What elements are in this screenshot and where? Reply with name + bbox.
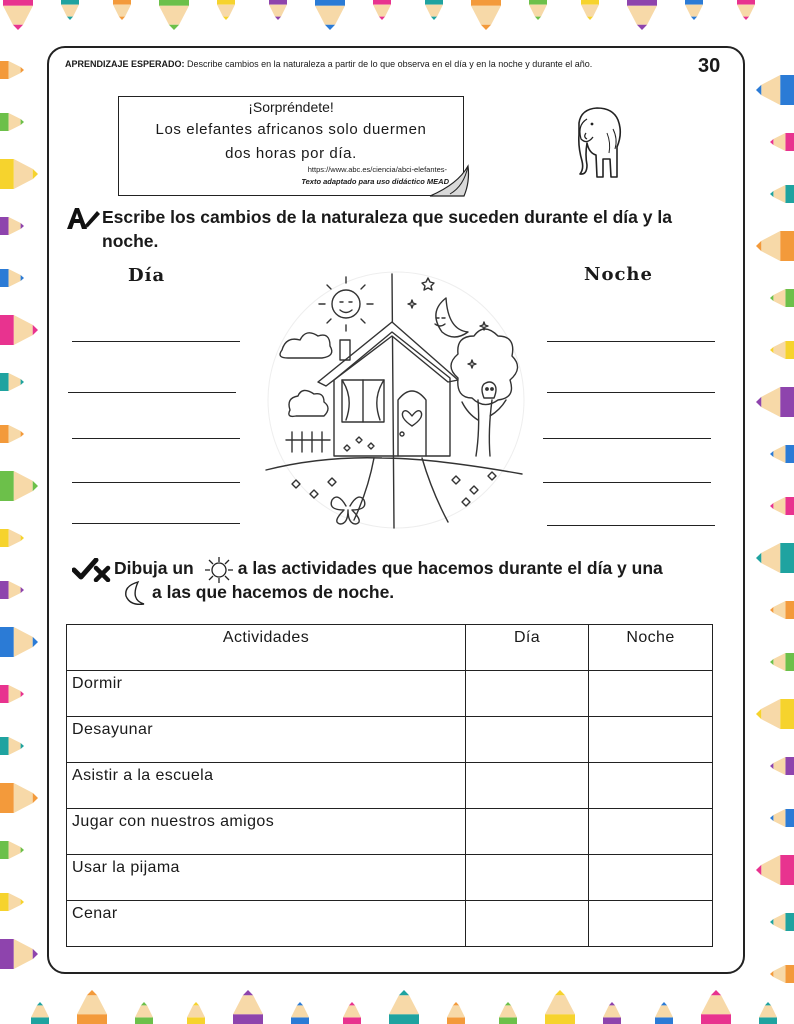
pencil-tip-icon [770, 289, 794, 307]
activity-name: Jugar con nuestros amigos [67, 809, 466, 855]
pencil-tip-icon [135, 1002, 153, 1024]
night-cell[interactable] [589, 855, 713, 901]
check-cross-icon [72, 558, 112, 582]
pencil-tip-icon [0, 939, 38, 969]
pencil-tip-icon [529, 0, 547, 20]
pencil-tip-icon [756, 231, 794, 261]
pencil-tip-icon [187, 1002, 205, 1024]
pencil-tip-icon [581, 0, 599, 20]
night-answer-line-4[interactable] [543, 482, 711, 483]
pencil-tip-icon [770, 497, 794, 515]
pencil-tip-icon [756, 387, 794, 417]
section-a-instruction-line-2: noche. [102, 231, 159, 251]
table-row [67, 901, 713, 947]
pencil-tip-icon [425, 0, 443, 20]
pencil-tip-icon [217, 0, 235, 20]
pencil-tip-icon [756, 543, 794, 573]
night-cell[interactable] [589, 809, 713, 855]
night-answer-line-5[interactable] [547, 525, 715, 526]
pencil-tip-icon [0, 159, 38, 189]
night-answer-line-2[interactable] [547, 392, 715, 393]
pencil-tip-icon [269, 0, 287, 20]
activity-name: Desayunar [67, 717, 466, 763]
day-answer-line-1[interactable] [72, 341, 240, 342]
night-answer-line-1[interactable] [547, 341, 715, 342]
page-number: 30 [698, 55, 721, 77]
pencil-tip-icon [61, 0, 79, 20]
pencil-tip-icon [770, 133, 794, 151]
fun-fact-line-2: dos horas por día. [225, 145, 357, 162]
day-cell[interactable] [466, 901, 589, 947]
section-b-instruction-part-2: a las actividades que hacemos durante el día y una [237, 558, 663, 578]
pencil-tip-icon [770, 185, 794, 203]
pencil-tip-icon [756, 699, 794, 729]
pencil-tip-icon [0, 581, 24, 599]
pencil-tip-icon [770, 809, 794, 827]
table-row [67, 809, 713, 855]
pencil-tip-icon [545, 990, 575, 1024]
pencil-tip-icon [471, 0, 501, 30]
expected-learning-label: APRENDIZAJE ESPERADO: [65, 59, 185, 69]
expected-learning-header [65, 59, 685, 70]
pencil-tip-icon [770, 965, 794, 983]
night-cell[interactable] [589, 763, 713, 809]
pencil-tip-icon [77, 990, 107, 1024]
table-header-row [67, 625, 713, 671]
expected-learning-text: Describe cambios en la naturaleza a partir de lo que observa en el día y en la noche y durante el año. [187, 59, 593, 69]
pencil-tip-icon [0, 685, 24, 703]
activities-table [66, 624, 713, 947]
pencil-tip-icon [627, 0, 657, 30]
pencil-tip-icon [756, 855, 794, 885]
pencil-tip-icon [0, 373, 24, 391]
pencil-tip-icon [655, 1002, 673, 1024]
section-b-instruction-line-1 [114, 556, 663, 580]
header-day: Día [466, 625, 589, 671]
table-row [67, 763, 713, 809]
pencil-tip-icon [389, 990, 419, 1024]
pencil-tip-icon [373, 0, 391, 20]
fun-fact-box [118, 96, 464, 196]
day-cell[interactable] [466, 809, 589, 855]
pencil-tip-icon [770, 653, 794, 671]
pencil-tip-icon [0, 269, 24, 287]
fun-fact-line-1: Los elefantes africanos solo duermen [155, 121, 427, 138]
pencil-tip-icon [113, 0, 131, 20]
pencil-tip-icon [499, 1002, 517, 1024]
pencil-tip-icon [3, 0, 33, 30]
pencil-tip-icon [756, 75, 794, 105]
pencil-tip-icon [0, 529, 24, 547]
fun-fact-source: https://www.abc.es/ciencia/abci-elefantes- [307, 165, 447, 174]
night-cell[interactable] [589, 901, 713, 947]
crescent-moon-icon [120, 580, 148, 608]
activity-name: Asistir a la escuela [67, 763, 466, 809]
day-answer-line-4[interactable] [72, 482, 240, 483]
pencil-tip-icon [603, 1002, 621, 1024]
page-curl-icon [428, 164, 472, 200]
day-label: Día [128, 265, 166, 286]
night-cell[interactable] [589, 671, 713, 717]
pencil-tip-icon [233, 990, 263, 1024]
pencil-tip-icon [447, 1002, 465, 1024]
night-label: Noche [584, 264, 653, 285]
header-activities: Actividades [67, 625, 466, 671]
header-night: Noche [589, 625, 713, 671]
section-b-instruction-line-2: a las que hacemos de noche. [152, 582, 395, 602]
day-answer-line-3[interactable] [72, 438, 240, 439]
day-cell[interactable] [466, 717, 589, 763]
fun-fact-note: Texto adaptado para uso didáctico MEAD [301, 177, 449, 186]
pencil-tip-icon [770, 341, 794, 359]
activity-name: Cenar [67, 901, 466, 947]
pencil-tip-icon [159, 0, 189, 30]
pencil-tip-icon [0, 425, 24, 443]
day-answer-line-5[interactable] [72, 523, 240, 524]
day-night-house-illustration [262, 270, 530, 532]
pencil-tip-icon [0, 893, 24, 911]
night-cell[interactable] [589, 717, 713, 763]
pencil-tip-icon [685, 0, 703, 20]
pencil-tip-icon [0, 471, 38, 501]
table-row [67, 855, 713, 901]
day-cell[interactable] [466, 855, 589, 901]
table-row [67, 671, 713, 717]
activity-name: Usar la pijama [67, 855, 466, 901]
pencil-tip-icon [0, 737, 24, 755]
pencil-tip-icon [770, 601, 794, 619]
pencil-tip-icon [759, 1002, 777, 1024]
pencil-tip-icon [737, 0, 755, 20]
pencil-tip-icon [0, 841, 24, 859]
letter-a-pencil-icon [65, 205, 101, 231]
section-b-instruction-part-1: Dibuja un [114, 558, 194, 578]
pencil-tip-icon [31, 1002, 49, 1024]
pencil-tip-icon [701, 990, 731, 1024]
pencil-tip-icon [770, 445, 794, 463]
pencil-tip-icon [770, 757, 794, 775]
pencil-tip-icon [770, 913, 794, 931]
pencil-tip-icon [291, 1002, 309, 1024]
fun-fact-title: ¡Sorpréndete! [248, 99, 334, 115]
night-answer-line-3[interactable] [543, 438, 711, 439]
section-a-instruction-line-1: Escribe los cambios de la naturaleza que suceden durante el día y la [102, 207, 672, 227]
pencil-tip-icon [343, 1002, 361, 1024]
pencil-tip-icon [315, 0, 345, 30]
pencil-tip-icon [0, 217, 24, 235]
day-cell[interactable] [466, 671, 589, 717]
pencil-tip-icon [0, 783, 38, 813]
pencil-tip-icon [0, 61, 24, 79]
day-cell[interactable] [466, 763, 589, 809]
pencil-tip-icon [0, 627, 38, 657]
day-answer-line-2[interactable] [68, 392, 236, 393]
pencil-tip-icon [0, 315, 38, 345]
elephant-icon [565, 103, 633, 185]
table-row [67, 717, 713, 763]
pencil-tip-icon [0, 113, 24, 131]
activity-name: Dormir [67, 671, 466, 717]
